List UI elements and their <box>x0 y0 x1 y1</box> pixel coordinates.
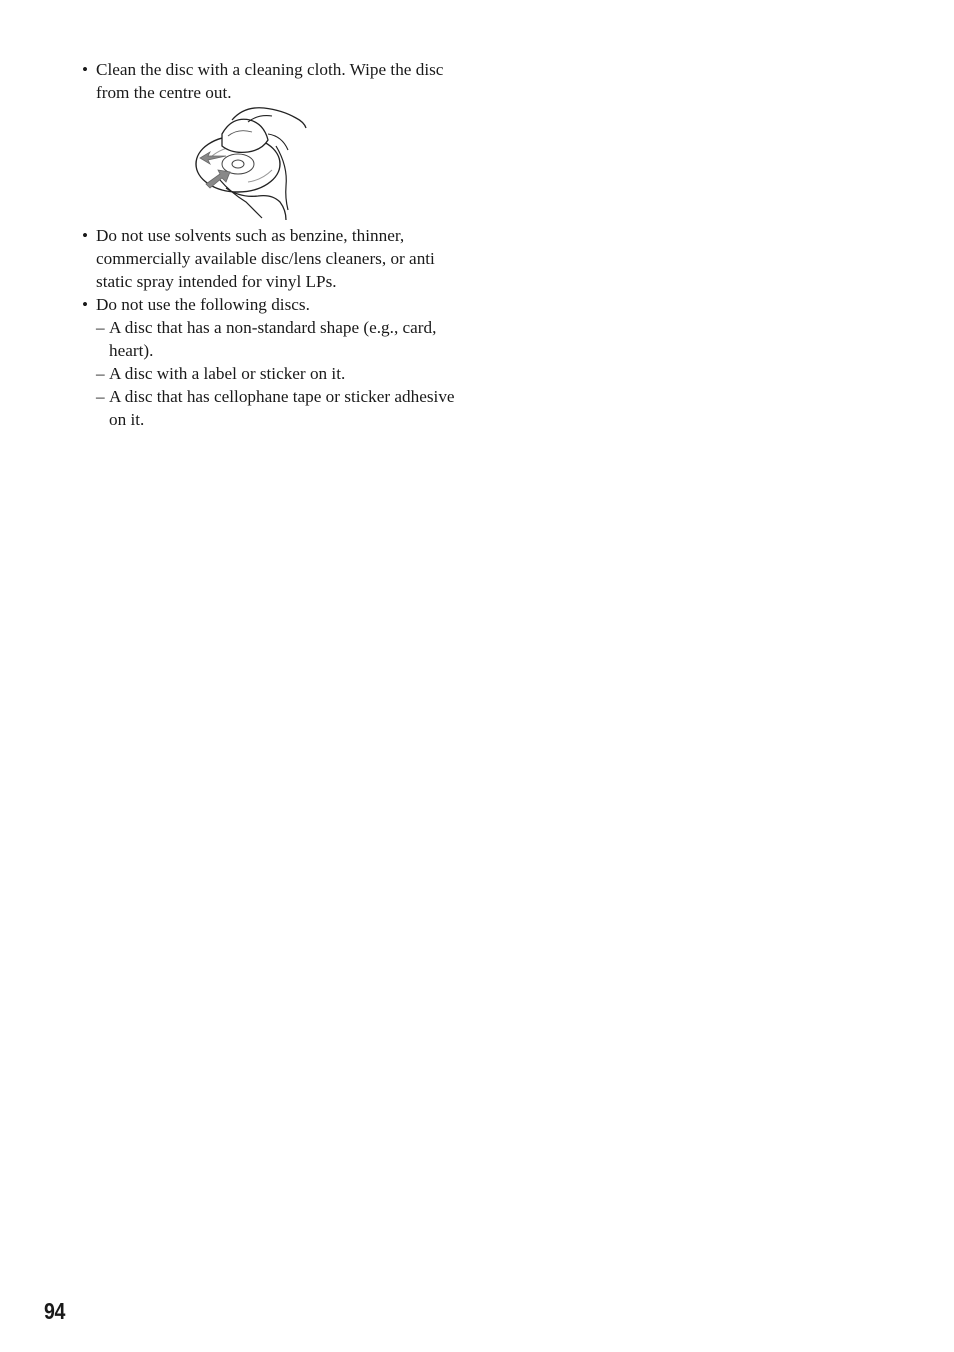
bullet-mark: • <box>82 60 89 79</box>
dash-mark: – <box>96 387 105 406</box>
list-item-text: Do not use solvents such as benzine, thinner, commercially available disc/lens cleaners, or anti static spray intended for vinyl LPs. <box>96 226 435 291</box>
sub-item-non-standard-shape <box>82 316 472 362</box>
bullet-mark: • <box>82 226 89 245</box>
bullet-mark: • <box>82 295 89 314</box>
disc-hole <box>232 160 244 168</box>
sub-item-text: A disc that has cellophane tape or sticker adhesive on it. <box>109 387 455 429</box>
content-column <box>82 58 472 431</box>
list-item-clean-disc <box>82 58 472 104</box>
page-number: 94 <box>44 1298 65 1324</box>
sub-item-cellophane-tape <box>82 385 472 431</box>
hand-wiping-disc-illustration <box>192 106 392 222</box>
list-item-text: Clean the disc with a cleaning cloth. Wipe the disc from the centre out. <box>96 60 444 102</box>
list-item-text: Do not use the following discs. <box>96 295 310 314</box>
disc-cleaning-illustration <box>82 106 472 224</box>
hand-bottom <box>226 188 286 220</box>
sub-item-text: A disc that has a non-standard shape (e.g., card, heart). <box>109 318 437 360</box>
arrow-down-left-icon <box>206 170 230 188</box>
dash-mark: – <box>96 318 105 337</box>
sub-item-label-sticker <box>82 362 472 385</box>
list-item-no-solvents <box>82 224 472 293</box>
list-item-do-not-use-discs <box>82 293 472 316</box>
sub-item-text: A disc with a label or sticker on it. <box>109 364 346 383</box>
dash-mark: – <box>96 364 105 383</box>
disc-inner-ring <box>222 154 254 174</box>
